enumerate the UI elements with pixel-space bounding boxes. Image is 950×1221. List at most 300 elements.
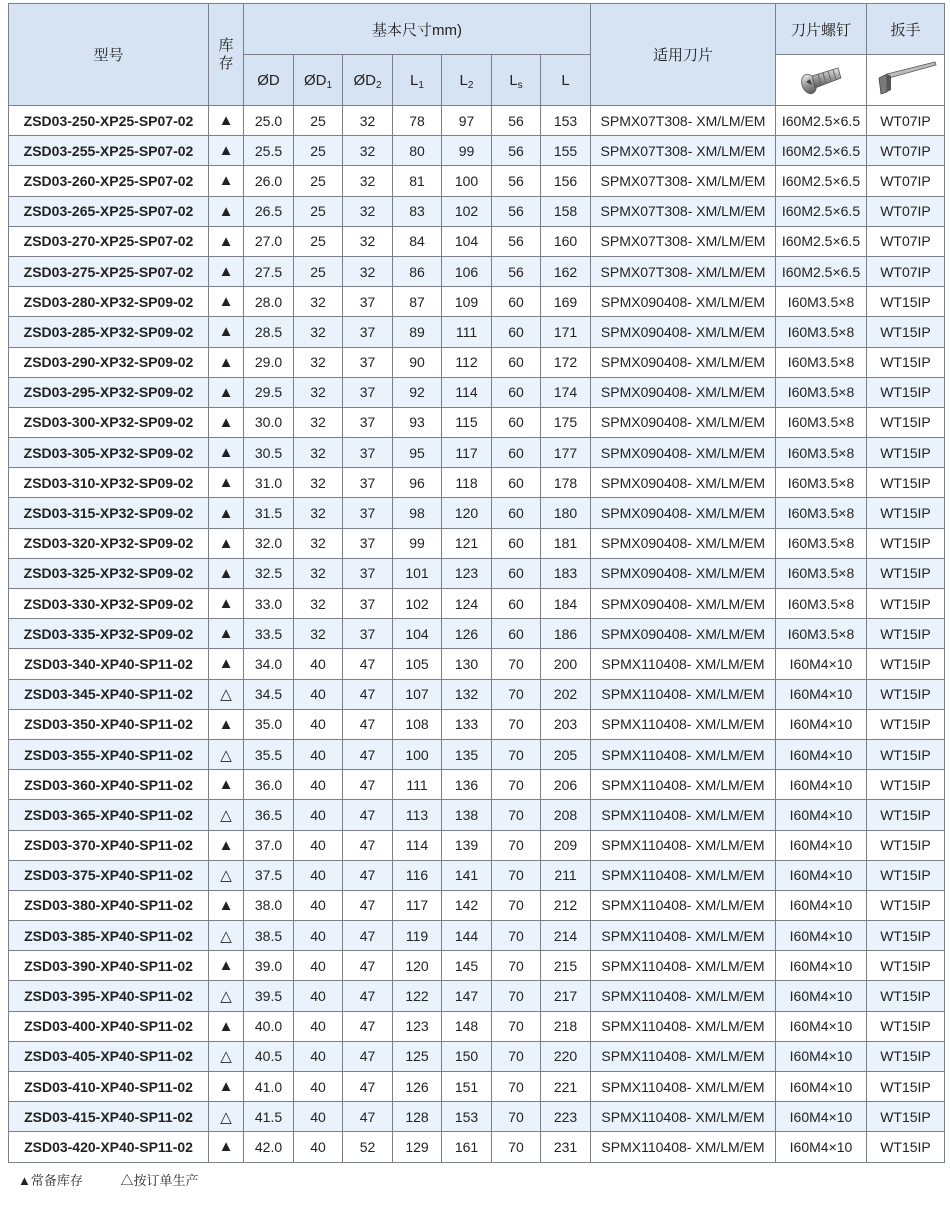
cell-l1: 114 [393,830,442,860]
cell-l1: 104 [393,619,442,649]
cell-d: 40.5 [244,1041,294,1071]
cell-model: ZSD03-300-XP32-SP09-02 [9,407,209,437]
cell-l2: 112 [442,347,492,377]
cell-ls: 56 [492,226,541,256]
cell-d1: 40 [294,921,343,951]
cell-d: 39.0 [244,951,294,981]
cell-d1: 40 [294,739,343,769]
cell-d1: 25 [294,256,343,286]
cell-model: ZSD03-405-XP40-SP11-02 [9,1041,209,1071]
cell-ls: 70 [492,921,541,951]
cell-model: ZSD03-295-XP32-SP09-02 [9,377,209,407]
table-row [9,679,945,709]
cell-l: 215 [541,951,591,981]
cell-screw: I60M3.5×8 [776,498,867,528]
cell-wrench: WT15IP [867,287,945,317]
cell-l2: 138 [442,800,492,830]
cell-ls: 70 [492,679,541,709]
cell-screw: I60M3.5×8 [776,317,867,347]
cell-wrench: WT15IP [867,498,945,528]
cell-d: 33.5 [244,619,294,649]
cell-d2: 37 [343,347,393,377]
cell-screw: I60M4×10 [776,981,867,1011]
cell-insert: SPMX090408- XM/LM/EM [591,528,776,558]
cell-stock: ▲ [209,226,244,256]
cell-stock: ▲ [209,256,244,286]
cell-l1: 83 [393,196,442,226]
table-row [9,830,945,860]
cell-l1: 128 [393,1102,442,1132]
cell-l2: 104 [442,226,492,256]
cell-l1: 116 [393,860,442,890]
cell-wrench: WT15IP [867,649,945,679]
cell-d: 29.5 [244,377,294,407]
screw-icon-cell [776,55,867,106]
cell-stock: ▲ [209,347,244,377]
cell-l2: 109 [442,287,492,317]
cell-stock: △ [209,1102,244,1132]
cell-d1: 32 [294,528,343,558]
cell-model: ZSD03-290-XP32-SP09-02 [9,347,209,377]
cell-screw: I60M4×10 [776,1041,867,1071]
cell-ls: 70 [492,890,541,920]
cell-insert: SPMX090408- XM/LM/EM [591,589,776,619]
cell-screw: I60M4×10 [776,770,867,800]
cell-insert: SPMX07T308- XM/LM/EM [591,196,776,226]
legend [18,1170,233,1189]
cell-l2: 150 [442,1041,492,1071]
cell-screw: I60M3.5×8 [776,377,867,407]
cell-model: ZSD03-355-XP40-SP11-02 [9,739,209,769]
table-row [9,468,945,498]
cell-l: 158 [541,196,591,226]
cell-d: 36.0 [244,770,294,800]
cell-l1: 129 [393,1132,442,1162]
header-dim-main: ØD [353,71,376,89]
cell-insert: SPMX090408- XM/LM/EM [591,558,776,588]
header-dim-0 [244,55,294,106]
cell-stock: ▲ [209,1132,244,1162]
cell-l1: 80 [393,136,442,166]
cell-wrench: WT15IP [867,468,945,498]
spec-table-body [9,106,945,1163]
cell-screw: I60M4×10 [776,921,867,951]
table-row [9,438,945,468]
cell-insert: SPMX090408- XM/LM/EM [591,317,776,347]
cell-d1: 40 [294,890,343,920]
cell-l2: 132 [442,679,492,709]
cell-l2: 102 [442,196,492,226]
cell-stock: △ [209,1041,244,1071]
cell-model: ZSD03-275-XP25-SP07-02 [9,256,209,286]
cell-l1: 125 [393,1041,442,1071]
header-dim-main: L [509,71,518,89]
cell-model: ZSD03-310-XP32-SP09-02 [9,468,209,498]
cell-l2: 111 [442,317,492,347]
cell-l1: 119 [393,921,442,951]
cell-d1: 25 [294,106,343,136]
cell-l: 162 [541,256,591,286]
legend-in-stock: ▲常备库存 [18,1173,83,1188]
cell-screw: I60M2.5×6.5 [776,196,867,226]
table-row [9,619,945,649]
cell-screw: I60M3.5×8 [776,619,867,649]
cell-l2: 136 [442,770,492,800]
cell-d: 30.5 [244,438,294,468]
cell-d2: 37 [343,287,393,317]
cell-insert: SPMX090408- XM/LM/EM [591,468,776,498]
cell-l2: 151 [442,1072,492,1102]
header-dim-5 [492,55,541,106]
wrench-icon-cell [867,55,945,106]
cell-d2: 37 [343,528,393,558]
cell-l2: 97 [442,106,492,136]
cell-l: 181 [541,528,591,558]
cell-ls: 70 [492,1132,541,1162]
cell-d: 26.5 [244,196,294,226]
cell-d1: 32 [294,287,343,317]
cell-model: ZSD03-370-XP40-SP11-02 [9,830,209,860]
cell-insert: SPMX110408- XM/LM/EM [591,921,776,951]
cell-l: 206 [541,770,591,800]
cell-wrench: WT15IP [867,558,945,588]
header-dim-main: ØD [257,71,280,89]
cell-l2: 123 [442,558,492,588]
cell-ls: 70 [492,649,541,679]
cell-screw: I60M4×10 [776,739,867,769]
cell-ls: 70 [492,951,541,981]
header-dim-2 [343,55,393,106]
cell-model: ZSD03-400-XP40-SP11-02 [9,1011,209,1041]
cell-insert: SPMX090408- XM/LM/EM [591,619,776,649]
screw-icon [798,58,844,98]
cell-d: 25.5 [244,136,294,166]
cell-d: 37.0 [244,830,294,860]
table-row [9,860,945,890]
cell-insert: SPMX110408- XM/LM/EM [591,770,776,800]
cell-insert: SPMX090408- XM/LM/EM [591,347,776,377]
cell-ls: 56 [492,136,541,166]
cell-l1: 87 [393,287,442,317]
cell-d2: 47 [343,860,393,890]
cell-ls: 60 [492,468,541,498]
cell-l: 175 [541,407,591,437]
cell-screw: I60M3.5×8 [776,468,867,498]
cell-ls: 60 [492,528,541,558]
cell-model: ZSD03-385-XP40-SP11-02 [9,921,209,951]
header-dim-main: L [561,71,570,89]
cell-d2: 37 [343,558,393,588]
cell-insert: SPMX110408- XM/LM/EM [591,709,776,739]
cell-d: 35.5 [244,739,294,769]
cell-l1: 102 [393,589,442,619]
cell-l: 171 [541,317,591,347]
cell-screw: I60M4×10 [776,709,867,739]
cell-wrench: WT15IP [867,739,945,769]
cell-d2: 47 [343,709,393,739]
cell-d1: 40 [294,860,343,890]
cell-wrench: WT15IP [867,770,945,800]
cell-ls: 60 [492,558,541,588]
cell-l2: 114 [442,377,492,407]
cell-l: 178 [541,468,591,498]
cell-model: ZSD03-375-XP40-SP11-02 [9,860,209,890]
cell-l: 169 [541,287,591,317]
cell-l2: 126 [442,619,492,649]
table-row [9,981,945,1011]
cell-insert: SPMX110408- XM/LM/EM [591,830,776,860]
cell-wrench: WT15IP [867,317,945,347]
cell-stock: ▲ [209,377,244,407]
cell-screw: I60M2.5×6.5 [776,256,867,286]
cell-l2: 99 [442,136,492,166]
cell-l2: 115 [442,407,492,437]
header-dim-6 [541,55,591,106]
cell-insert: SPMX07T308- XM/LM/EM [591,136,776,166]
cell-d2: 47 [343,649,393,679]
cell-ls: 70 [492,1102,541,1132]
cell-l: 180 [541,498,591,528]
cell-wrench: WT15IP [867,589,945,619]
cell-insert: SPMX07T308- XM/LM/EM [591,166,776,196]
cell-wrench: WT07IP [867,256,945,286]
cell-l: 202 [541,679,591,709]
cell-screw: I60M4×10 [776,860,867,890]
cell-wrench: WT07IP [867,196,945,226]
table-row [9,800,945,830]
cell-ls: 56 [492,256,541,286]
cell-d1: 25 [294,226,343,256]
cell-l: 209 [541,830,591,860]
cell-l1: 78 [393,106,442,136]
cell-ls: 70 [492,830,541,860]
cell-stock: △ [209,981,244,1011]
cell-model: ZSD03-350-XP40-SP11-02 [9,709,209,739]
table-row [9,226,945,256]
cell-d: 38.0 [244,890,294,920]
cell-wrench: WT15IP [867,921,945,951]
cell-ls: 70 [492,1072,541,1102]
cell-d: 31.0 [244,468,294,498]
cell-wrench: WT15IP [867,619,945,649]
legend-made-to-order: △按订单生产 [120,1173,199,1188]
cell-model: ZSD03-265-XP25-SP07-02 [9,196,209,226]
cell-wrench: WT07IP [867,136,945,166]
cell-l: 217 [541,981,591,1011]
cell-stock: ▲ [209,317,244,347]
cell-insert: SPMX110408- XM/LM/EM [591,951,776,981]
cell-d2: 37 [343,468,393,498]
table-row [9,136,945,166]
cell-l: 184 [541,589,591,619]
cell-d: 25.0 [244,106,294,136]
header-dim-sub: 1 [326,79,333,91]
cell-wrench: WT15IP [867,1011,945,1041]
cell-l: 177 [541,438,591,468]
cell-model: ZSD03-335-XP32-SP09-02 [9,619,209,649]
cell-wrench: WT15IP [867,407,945,437]
cell-d2: 37 [343,619,393,649]
cell-d1: 40 [294,1132,343,1162]
cell-d1: 25 [294,136,343,166]
cell-d1: 40 [294,709,343,739]
cell-wrench: WT15IP [867,1102,945,1132]
cell-ls: 70 [492,1011,541,1041]
cell-l: 203 [541,709,591,739]
table-row [9,1041,945,1071]
cell-l1: 99 [393,528,442,558]
cell-d1: 40 [294,830,343,860]
cell-d: 31.5 [244,498,294,528]
cell-l: 174 [541,377,591,407]
cell-ls: 70 [492,800,541,830]
cell-stock: ▲ [209,166,244,196]
cell-model: ZSD03-340-XP40-SP11-02 [9,649,209,679]
cell-d1: 25 [294,196,343,226]
table-row [9,317,945,347]
cell-wrench: WT15IP [867,860,945,890]
cell-l1: 100 [393,739,442,769]
cell-ls: 70 [492,981,541,1011]
cell-l1: 111 [393,770,442,800]
cell-d: 40.0 [244,1011,294,1041]
cell-screw: I60M2.5×6.5 [776,136,867,166]
cell-stock: ▲ [209,619,244,649]
cell-insert: SPMX110408- XM/LM/EM [591,1011,776,1041]
cell-stock: ▲ [209,528,244,558]
cell-l1: 117 [393,890,442,920]
torx-wrench-icon [873,58,939,98]
cell-d: 39.5 [244,981,294,1011]
cell-l1: 81 [393,166,442,196]
cell-screw: I60M2.5×6.5 [776,106,867,136]
cell-ls: 70 [492,709,541,739]
cell-l: 231 [541,1132,591,1162]
cell-d1: 32 [294,619,343,649]
cell-l: 223 [541,1102,591,1132]
table-row [9,106,945,136]
cell-d1: 32 [294,347,343,377]
cell-stock: △ [209,800,244,830]
cell-screw: I60M4×10 [776,890,867,920]
cell-l2: 124 [442,589,492,619]
table-row [9,951,945,981]
cell-model: ZSD03-320-XP32-SP09-02 [9,528,209,558]
cell-wrench: WT07IP [867,166,945,196]
cell-wrench: WT07IP [867,106,945,136]
cell-wrench: WT15IP [867,800,945,830]
cell-d2: 47 [343,1041,393,1071]
cell-d1: 32 [294,438,343,468]
cell-d2: 37 [343,438,393,468]
cell-model: ZSD03-255-XP25-SP07-02 [9,136,209,166]
cell-l2: 144 [442,921,492,951]
cell-insert: SPMX090408- XM/LM/EM [591,407,776,437]
cell-l: 205 [541,739,591,769]
table-row [9,166,945,196]
cell-d2: 47 [343,1011,393,1041]
cell-l: 220 [541,1041,591,1071]
cell-l1: 101 [393,558,442,588]
cell-wrench: WT15IP [867,981,945,1011]
cell-stock: ▲ [209,1072,244,1102]
cell-stock: △ [209,921,244,951]
cell-l1: 122 [393,981,442,1011]
cell-d: 30.0 [244,407,294,437]
table-row [9,558,945,588]
cell-ls: 60 [492,407,541,437]
cell-screw: I60M4×10 [776,830,867,860]
cell-d: 42.0 [244,1132,294,1162]
header-wrench: 扳手 [867,4,945,55]
cell-stock: ▲ [209,136,244,166]
cell-d: 37.5 [244,860,294,890]
cell-stock: ▲ [209,498,244,528]
cell-insert: SPMX07T308- XM/LM/EM [591,256,776,286]
cell-screw: I60M2.5×6.5 [776,166,867,196]
cell-d1: 40 [294,800,343,830]
header-basic-dims: 基本尺寸mm) [244,4,591,55]
cell-d: 26.0 [244,166,294,196]
cell-l: 172 [541,347,591,377]
cell-d2: 32 [343,166,393,196]
table-row [9,890,945,920]
cell-l2: 148 [442,1011,492,1041]
cell-l1: 86 [393,256,442,286]
cell-l2: 106 [442,256,492,286]
cell-model: ZSD03-260-XP25-SP07-02 [9,166,209,196]
cell-l: 208 [541,800,591,830]
header-dim-sub: 2 [375,79,382,91]
cell-model: ZSD03-410-XP40-SP11-02 [9,1072,209,1102]
cell-ls: 60 [492,498,541,528]
cell-ls: 60 [492,347,541,377]
cell-d1: 40 [294,770,343,800]
header-insert: 适用刀片 [591,4,776,106]
cell-l: 218 [541,1011,591,1041]
header-dim-sub: 1 [418,79,424,91]
cell-d: 27.5 [244,256,294,286]
cell-model: ZSD03-330-XP32-SP09-02 [9,589,209,619]
cell-model: ZSD03-280-XP32-SP09-02 [9,287,209,317]
cell-d2: 32 [343,256,393,286]
cell-d: 33.0 [244,589,294,619]
cell-d2: 37 [343,589,393,619]
cell-d: 28.0 [244,287,294,317]
cell-screw: I60M4×10 [776,1011,867,1041]
cell-d: 32.5 [244,558,294,588]
cell-l1: 107 [393,679,442,709]
cell-d: 34.5 [244,679,294,709]
cell-wrench: WT15IP [867,679,945,709]
cell-d2: 47 [343,770,393,800]
table-row [9,196,945,226]
cell-insert: SPMX110408- XM/LM/EM [591,1132,776,1162]
cell-d1: 40 [294,679,343,709]
cell-model: ZSD03-345-XP40-SP11-02 [9,679,209,709]
cell-screw: I60M3.5×8 [776,558,867,588]
table-row [9,649,945,679]
cell-screw: I60M2.5×6.5 [776,226,867,256]
cell-d2: 47 [343,890,393,920]
cell-screw: I60M3.5×8 [776,347,867,377]
cell-d: 36.5 [244,800,294,830]
cell-wrench: WT15IP [867,1132,945,1162]
cell-l: 214 [541,921,591,951]
cell-d: 28.5 [244,317,294,347]
cell-stock: ▲ [209,196,244,226]
cell-model: ZSD03-415-XP40-SP11-02 [9,1102,209,1132]
